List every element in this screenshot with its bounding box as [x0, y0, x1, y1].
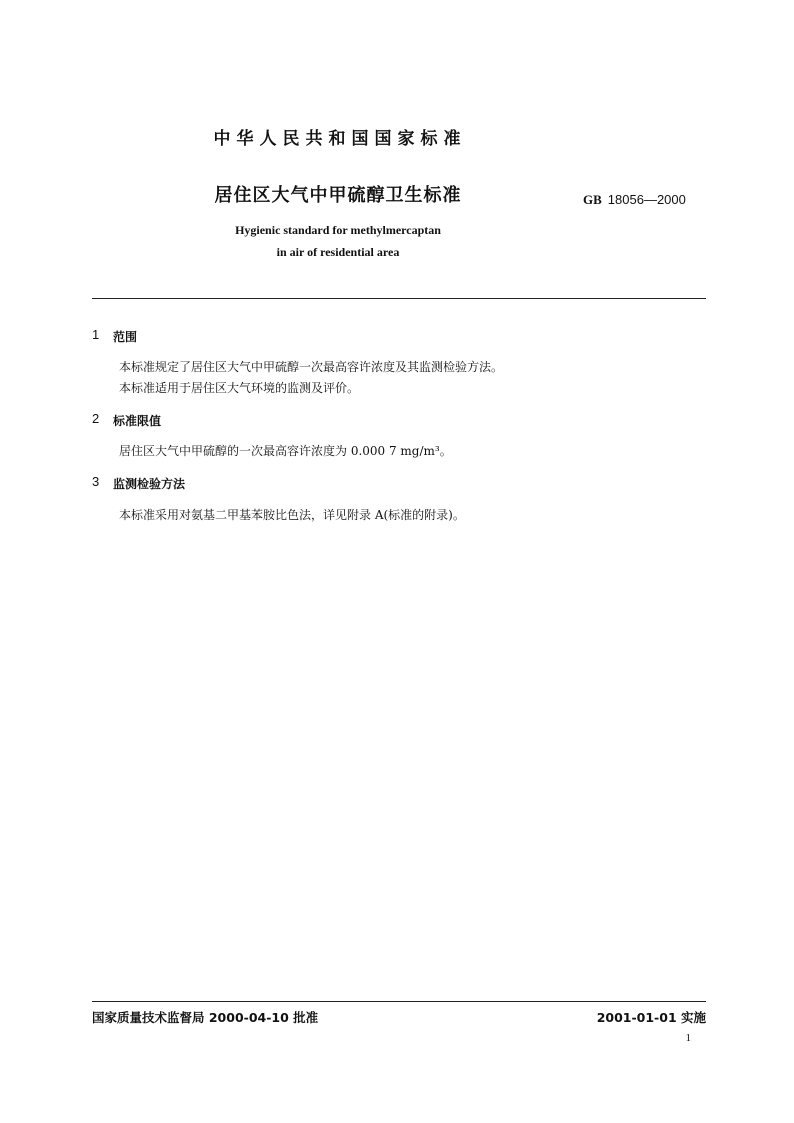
standard-code-prefix: GB: [583, 192, 602, 207]
implementation-date: 2001-01-01 实施: [596, 1010, 706, 1025]
document-title-cn: 居住区大气中甲硫醇卫生标准: [214, 185, 462, 206]
section-2-title: 标准限值: [113, 414, 162, 428]
section-3-number: 3: [92, 474, 100, 489]
section-1-paragraph-1: 本标准规定了居住区大气中甲硫醇一次最高容许浓度及其监测检验方法。: [119, 360, 504, 374]
section-1-paragraph-2: 本标准适用于居住区大气环境的监测及评价。: [119, 381, 360, 395]
page-number: 1: [685, 1032, 691, 1044]
section-3-title: 监测检验方法: [113, 477, 186, 491]
standard-code-number: 18056—2000: [607, 192, 686, 207]
document-title-en-line1: Hygienic standard for methylmercaptan: [235, 223, 441, 237]
section-3-paragraph-1: 本标准采用对氨基二甲基苯胺比色法，详见附录 A(标准的附录)。: [119, 508, 465, 522]
standard-code: [583, 192, 686, 208]
section-2-number: 2: [92, 411, 100, 426]
section-2-paragraph-1: 居住区大气中甲硫醇的一次最高容许浓度为 0.000 7 mg/m³。: [119, 444, 452, 458]
section-1-number: 1: [92, 327, 100, 342]
approval-note: 国家质量技术监督局 2000-04-10 批准: [92, 1010, 319, 1025]
national-standard-title: 中华人民共和国国家标准: [213, 129, 467, 149]
document-title-en-line2: in air of residential area: [276, 245, 400, 259]
header-divider: [92, 298, 706, 299]
section-1-title: 范围: [113, 330, 138, 344]
footer-divider: [92, 1001, 706, 1002]
